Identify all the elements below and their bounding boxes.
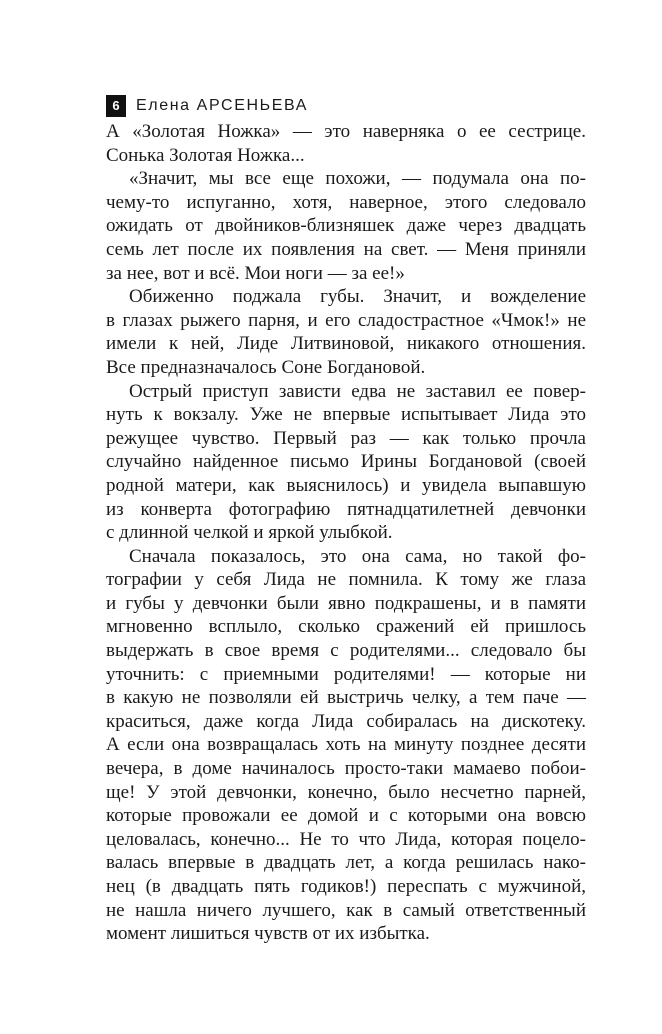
text-line: целовалась, конечно... Не то что Лида, которая поцело- [106, 828, 586, 850]
text-line: выдержать в свое время с родителями... следовало бы [106, 640, 586, 662]
paragraph-5 [106, 545, 586, 946]
text-line: которые провожали ее домой и с которыми она вовсю [106, 805, 586, 827]
text-line: с длинной челкой и яркой улыбкой. [106, 522, 393, 544]
running-head [106, 95, 586, 117]
text-line: ще! У этой девчонки, конечно, было несчетно парней, [106, 781, 586, 803]
text-line: краситься, даже когда Лида собиралась на дискотеку. [106, 710, 586, 732]
text-line: родной матери, как выяснилось) и увидела выпавшую [106, 474, 586, 496]
text-line: мгновенно всплыло, сколько сражений ей пришлось [106, 616, 586, 638]
book-page [106, 95, 586, 946]
text-line: не нашла ничего лучшего, как в самый ответственный [106, 899, 586, 921]
text-line: А «Золотая Ножка» — это наверняка о ее сестрице. [106, 121, 586, 142]
text-line: Обиженно поджала губы. Значит, и вожделение [129, 286, 586, 308]
text-line: Сонька Золотая Ножка... [106, 144, 305, 166]
text-line: уточнить: с приемными родителями! — которые ни [106, 663, 586, 685]
page-number: 6 [106, 95, 126, 117]
text-line: тографии у себя Лида не помнила. К тому же глаза [106, 569, 586, 591]
text-line: из конверта фотографию пятнадцатилетней девчонки [106, 498, 586, 520]
text-line: в глазах рыжего парня, и его сладострастное «Чмок!» не [106, 309, 586, 331]
author-name: Елена АРСЕНЬЕВА [136, 97, 309, 114]
text-line: режущее чувство. Первый раз — как только прочла [106, 427, 586, 449]
text-line: момент лишиться чувств от их избытка. [106, 923, 430, 945]
paragraph-4 [106, 380, 586, 545]
text-line: имели к ней, Лиде Литвиновой, никакого отношения. [106, 333, 586, 355]
paragraph-1 [106, 120, 586, 167]
paragraph-2 [106, 167, 586, 285]
body-text [106, 120, 586, 946]
text-line: Острый приступ зависти едва не заставил ее повер- [129, 380, 586, 402]
text-line: за нее, вот и всё. Мои ноги — за ее!» [106, 262, 405, 284]
text-line: в какую не позволяли ей выстричь челку, а тем паче — [106, 687, 586, 709]
paragraph-3 [106, 285, 586, 379]
text-line: нуть к вокзалу. Уже не впервые испытывает Лида это [106, 404, 586, 426]
text-line: чему-то испуганно, хотя, наверное, этого следовало [106, 191, 586, 213]
text-line: случайно найденное письмо Ирины Богдановой (своей [106, 451, 586, 473]
text-line: семь лет после их появления на свет. — Меня приняли [106, 238, 586, 260]
text-line: валась впервые в двадцать лет, а когда решилась нако- [106, 852, 586, 874]
text-line: А если она возвращалась хоть на минуту позднее десяти [106, 734, 586, 756]
text-line: Сначала показалось, это она сама, но такой фо- [129, 545, 586, 567]
text-line: нец (в двадцать пять годиков!) переспать с мужчиной, [106, 876, 586, 897]
text-line: и губы у девчонки были явно подкрашены, и в памяти [106, 592, 586, 614]
text-line: ожидать от двойников-близняшек даже через двадцать [106, 215, 586, 237]
text-line: вечера, в доме начиналось просто-таки мамаево побои- [106, 758, 586, 780]
text-line: Все предназначалось Соне Богдановой. [106, 356, 426, 378]
text-line: «Значит, мы все еще похожи, — подумала она по- [129, 168, 586, 190]
